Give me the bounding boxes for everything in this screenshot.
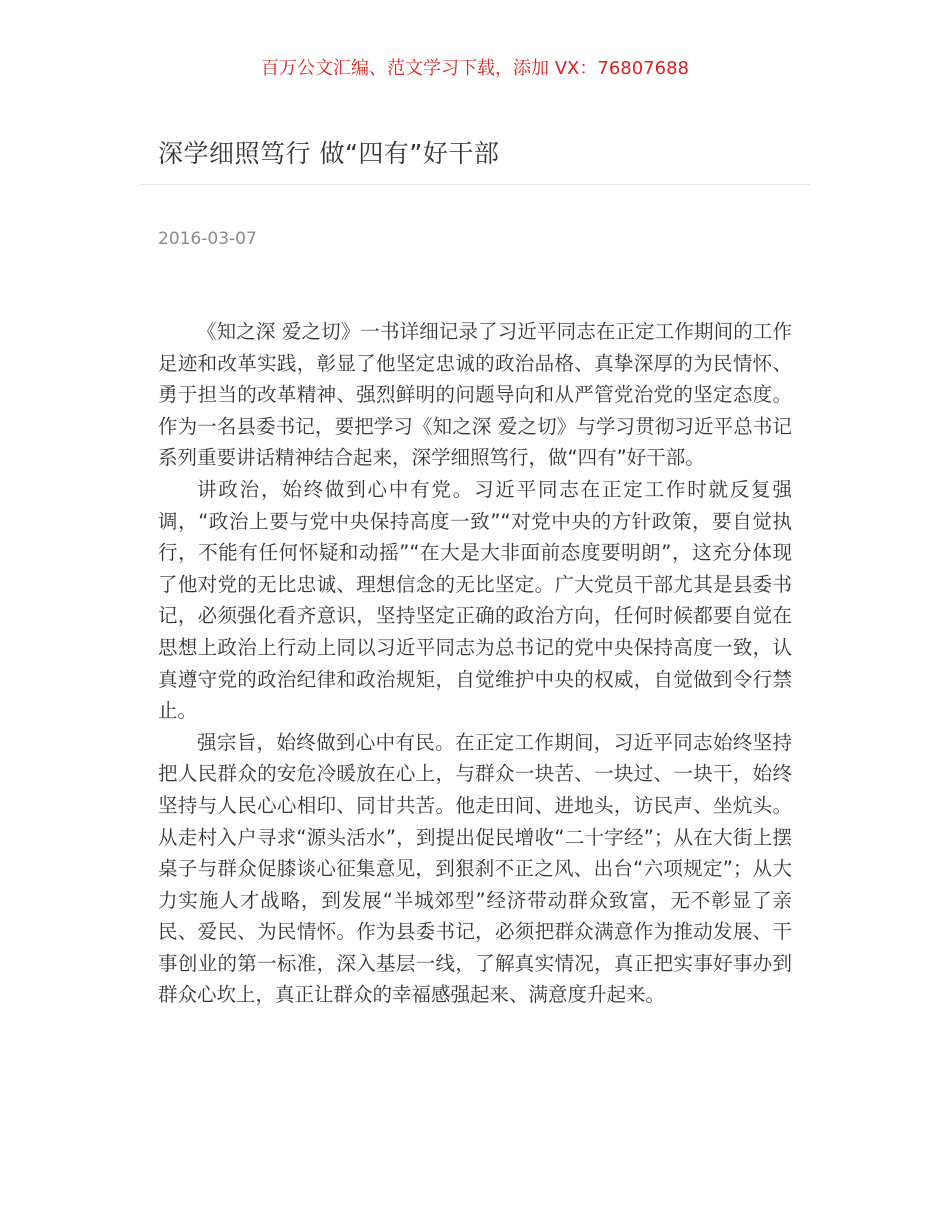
watermark-banner: 百万公文汇编、范文学习下载，添加 VX：76807688 [261, 58, 689, 79]
title-divider [140, 184, 810, 185]
paragraph-politics: 讲政治，始终做到心中有党。习近平同志在正定工作时就反复强调，“政治上要与党中央保持高度一致”“对党中央的方针政策，要自觉执行，不能有任何怀疑和动摇”“在大是大非面前态度要明朗”，这充分体现了他对党的无比忠诚、理想信念的无比坚定。广大党员干部尤其是县委书记，必须强化看齐意识，坚持坚定正确的政治方向，任何时候都要自觉在思想上政治上行动上同以习近平同志为总书记的党中央保持高度一致，认真遵守党的政治纪律和政治规矩，自觉维护中央的权威，自觉做到令行禁止。 [158, 477, 792, 723]
paragraph-people: 强宗旨，始终做到心中有民。在正定工作期间，习近平同志始终坚持把人民群众的安危冷暖放在心上，与群众一块苦、一块过、一块干，始终坚持与人民心心相印、同甘共苦。他走田间、进地头，访民声、坐炕头。从走村入户寻求“源头活水”，到提出促民增收“二十字经”；从在大街上摆桌子与群众促膝谈心征集意见，到狠刹不正之风、出台“六项规定”；从大力实施人才战略，到发展“半城郊型”经济带动群众致富，无不彰显了亲民、爱民、为民情怀。作为县委书记，必须把群众满意作为推动发展、干事创业的第一标准，深入基层一线，了解真实情况，真正把实事好事办到群众心坎上，真正让群众的幸福感强起来、满意度升起来。 [158, 730, 792, 1007]
paragraph-intro: 《知之深 爱之切》一书详细记录了习近平同志在正定工作期间的工作足迹和改革实践，彰显了他坚定忠诚的政治品格、真挚深厚的为民情怀、勇于担当的改革精神、强烈鲜明的问题导向和从严管党治党的坚定态度。作为一名县委书记，要把学习《知之深 爱之切》与学习贯彻习近平总书记系列重要讲话精神结合起来，深学细照笃行，做“四有”好干部。 [158, 320, 792, 470]
article-title: 深学细照笃行 做“四有”好干部 [158, 139, 500, 168]
publish-date: 2016-03-07 [158, 229, 257, 249]
article-body [158, 316, 792, 1011]
